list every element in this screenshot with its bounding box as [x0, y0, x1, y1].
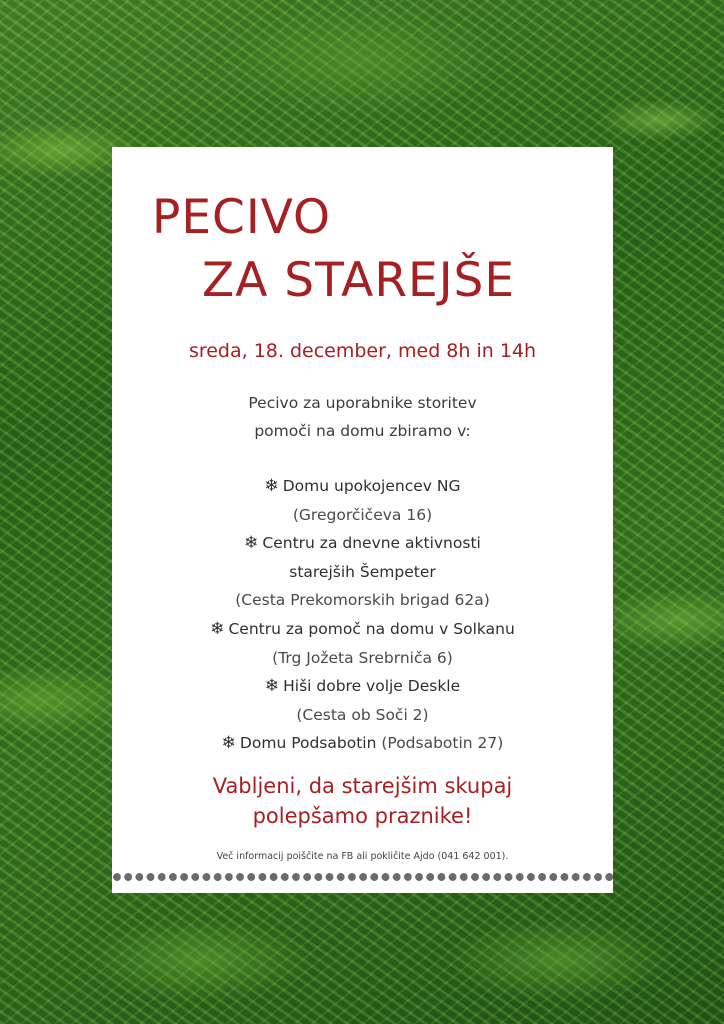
snowflake-icon: ❄ — [264, 476, 279, 496]
invite-line-1: Vabljeni, da starejšim skupaj — [212, 774, 513, 798]
location-5 — [112, 729, 613, 758]
snowflake-icon: ❄ — [221, 733, 236, 754]
location-name: Domu Podsabotin — [239, 734, 377, 753]
intro-line-2: pomoči na domu zbiramo v: — [254, 422, 471, 440]
title-line-1: PECIVO — [152, 190, 332, 245]
dotted-divider — [112, 872, 613, 882]
location-name-line-2: starejših Šempeter — [289, 562, 436, 581]
invite-line-2: polepšamo praznike! — [252, 804, 473, 828]
snowflake-icon: ❄ — [244, 533, 259, 554]
event-date: sreda, 18. december, med 8h in 14h — [188, 340, 537, 362]
location-address: (Gregorčičeva 16) — [292, 505, 433, 524]
intro-line-1: Pecivo za uporabnike storitev — [248, 394, 477, 412]
snowflake-icon: ❄ — [210, 618, 225, 639]
poster-card — [112, 147, 613, 893]
location-address: (Cesta ob Soči 2) — [296, 705, 429, 724]
location-2 — [112, 529, 613, 558]
location-1 — [112, 472, 613, 501]
location-name: Centru za dnevne aktivnosti — [262, 534, 481, 553]
location-3 — [112, 615, 613, 644]
location-name: Domu upokojencev NG — [282, 477, 461, 495]
title-line-2: ZA STAREJŠE — [202, 253, 516, 308]
location-name: Centru za pomoč na domu v Solkanu — [228, 619, 515, 638]
intro-text — [112, 389, 613, 445]
location-address: (Trg Jožeta Srebrniča 6) — [272, 648, 453, 667]
locations-list — [112, 472, 613, 758]
location-4 — [112, 672, 613, 701]
invitation-text — [112, 771, 613, 831]
location-address: (Podsabotin 27) — [381, 734, 504, 753]
location-address: (Cesta Prekomorskih brigad 62a) — [235, 591, 490, 610]
snowflake-icon: ❄ — [264, 676, 280, 697]
footer-info: Več informacij poiščite na FB ali pokličite Ajdo (041 642 001). — [216, 851, 509, 862]
location-name: Hiši dobre volje Deskle — [283, 677, 461, 696]
